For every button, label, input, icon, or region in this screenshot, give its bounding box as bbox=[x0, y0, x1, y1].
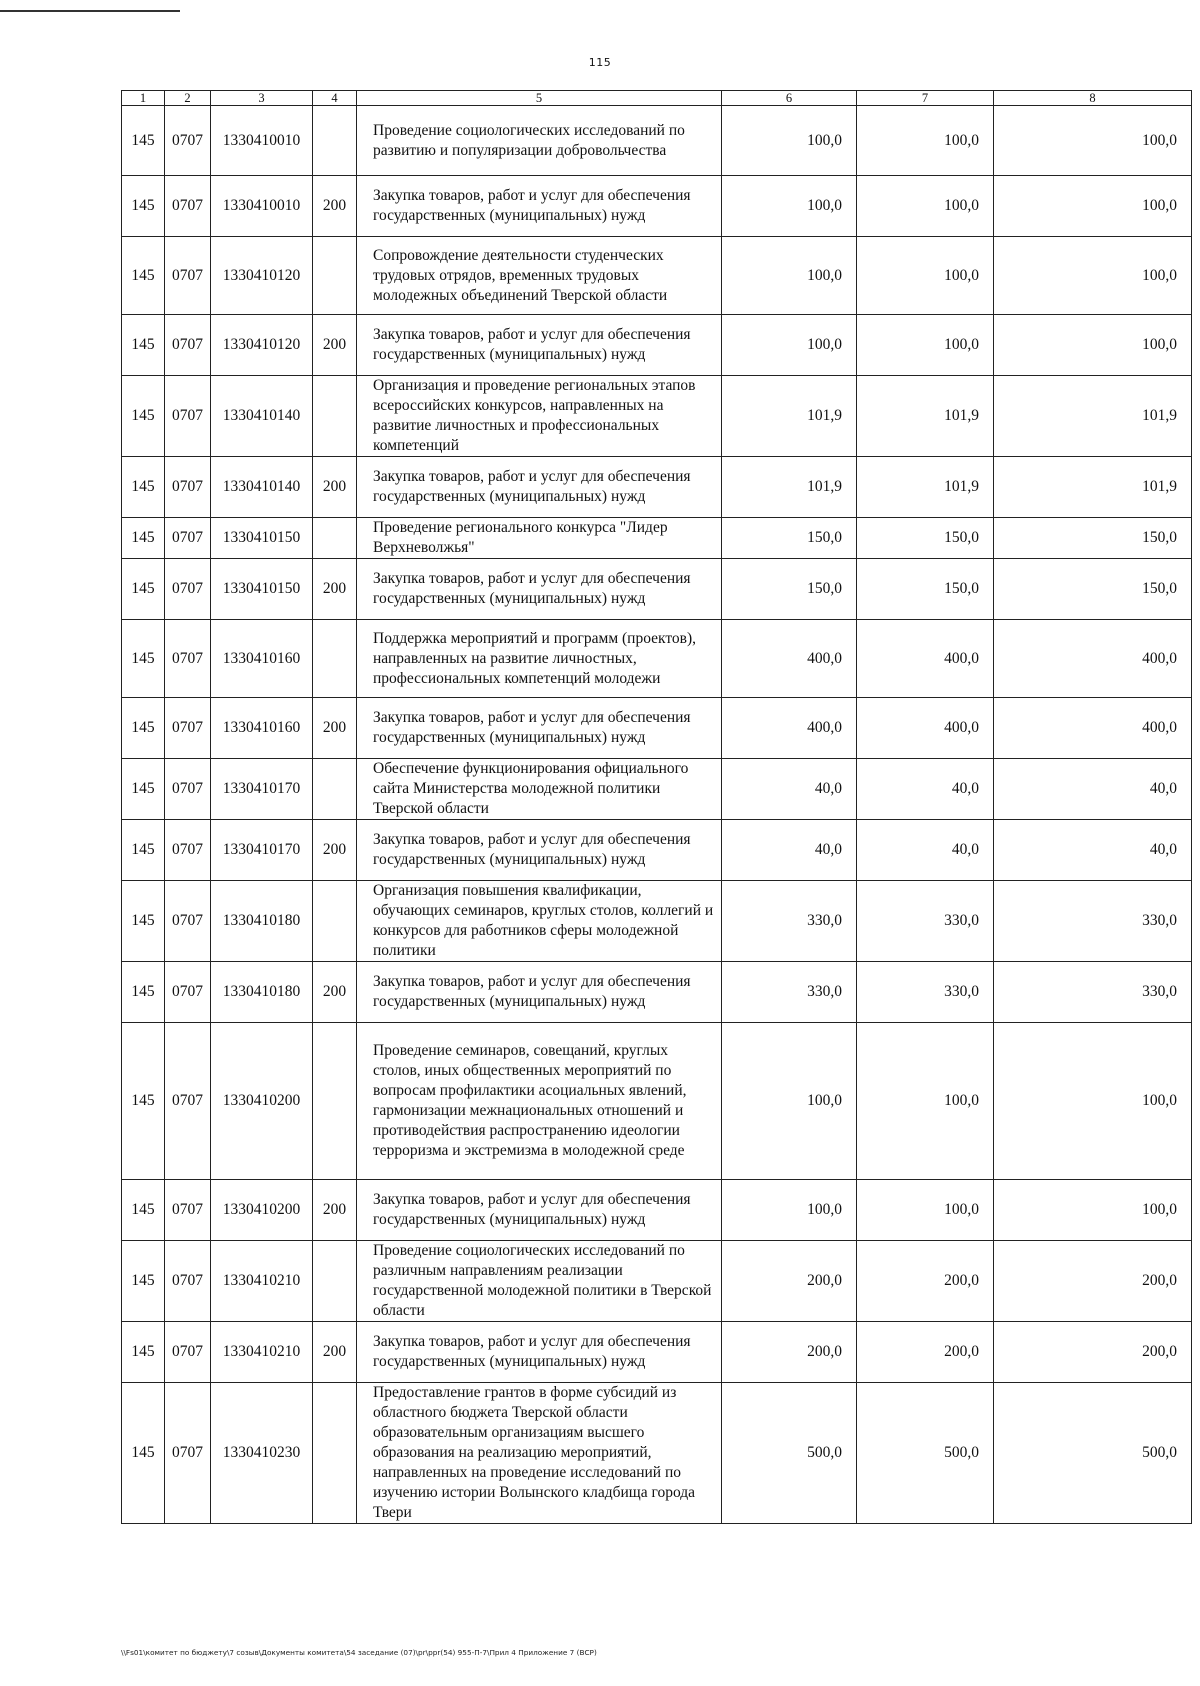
row-expense-type: 200 bbox=[313, 962, 357, 1023]
row-amount-col7: 200,0 bbox=[857, 1322, 994, 1383]
row-expense-type bbox=[313, 106, 357, 176]
row-amount-col6: 100,0 bbox=[722, 315, 857, 376]
row-expense-type: 200 bbox=[313, 820, 357, 881]
row-expense-type bbox=[313, 881, 357, 962]
row-amount-col7: 40,0 bbox=[857, 759, 994, 820]
row-amount-col8: 330,0 bbox=[994, 962, 1192, 1023]
row-amount-col6: 400,0 bbox=[722, 620, 857, 698]
table-row bbox=[122, 559, 1192, 620]
row-amount-col8: 101,9 bbox=[994, 457, 1192, 518]
row-target-article: 1330410180 bbox=[211, 962, 313, 1023]
row-section-code: 0707 bbox=[165, 176, 211, 237]
row-amount-col6: 100,0 bbox=[722, 1023, 857, 1180]
row-amount-col7: 100,0 bbox=[857, 176, 994, 237]
row-amount-col7: 330,0 bbox=[857, 962, 994, 1023]
row-expense-type bbox=[313, 1383, 357, 1524]
row-amount-col7: 500,0 bbox=[857, 1383, 994, 1524]
row-amount-col7: 100,0 bbox=[857, 106, 994, 176]
table-row bbox=[122, 1180, 1192, 1241]
row-amount-col6: 100,0 bbox=[722, 176, 857, 237]
row-expense-type: 200 bbox=[313, 559, 357, 620]
row-section-code: 0707 bbox=[165, 1383, 211, 1524]
header-cell: 1 bbox=[122, 91, 165, 106]
row-expense-type: 200 bbox=[313, 1322, 357, 1383]
row-expense-type: 200 bbox=[313, 698, 357, 759]
table-row bbox=[122, 962, 1192, 1023]
row-amount-col8: 40,0 bbox=[994, 759, 1192, 820]
table-row bbox=[122, 881, 1192, 962]
row-code-admin: 145 bbox=[122, 759, 165, 820]
row-code-admin: 145 bbox=[122, 518, 165, 559]
row-code-admin: 145 bbox=[122, 962, 165, 1023]
row-amount-col8: 100,0 bbox=[994, 1023, 1192, 1180]
row-description: Закупка товаров, работ и услуг для обеспечения государственных (муниципальных) нужд bbox=[357, 315, 722, 376]
table-row bbox=[122, 176, 1192, 237]
budget-table bbox=[121, 90, 1192, 1524]
row-amount-col6: 330,0 bbox=[722, 962, 857, 1023]
row-section-code: 0707 bbox=[165, 698, 211, 759]
table-row bbox=[122, 1241, 1192, 1322]
row-amount-col6: 500,0 bbox=[722, 1383, 857, 1524]
row-target-article: 1330410140 bbox=[211, 376, 313, 457]
row-target-article: 1330410010 bbox=[211, 176, 313, 237]
row-expense-type bbox=[313, 620, 357, 698]
row-expense-type: 200 bbox=[313, 176, 357, 237]
row-description: Предоставление грантов в форме субсидий из областного бюджета Тверской области образовательным организациям высшего образования на реализацию мероприятий, направленных на проведение исследований по изучению истории Волынского кладбища города Твери bbox=[357, 1383, 722, 1524]
row-code-admin: 145 bbox=[122, 1322, 165, 1383]
row-code-admin: 145 bbox=[122, 698, 165, 759]
row-description: Закупка товаров, работ и услуг для обеспечения государственных (муниципальных) нужд bbox=[357, 1322, 722, 1383]
table-row bbox=[122, 457, 1192, 518]
row-amount-col8: 101,9 bbox=[994, 376, 1192, 457]
header-cell: 2 bbox=[165, 91, 211, 106]
table-row bbox=[122, 518, 1192, 559]
row-section-code: 0707 bbox=[165, 1241, 211, 1322]
row-description: Обеспечение функционирования официального сайта Министерства молодежной политики Тверской области bbox=[357, 759, 722, 820]
row-target-article: 1330410180 bbox=[211, 881, 313, 962]
row-target-article: 1330410230 bbox=[211, 1383, 313, 1524]
row-code-admin: 145 bbox=[122, 237, 165, 315]
row-expense-type: 200 bbox=[313, 315, 357, 376]
row-section-code: 0707 bbox=[165, 106, 211, 176]
row-amount-col7: 150,0 bbox=[857, 518, 994, 559]
scan-corner-line bbox=[0, 10, 180, 12]
row-section-code: 0707 bbox=[165, 1322, 211, 1383]
row-amount-col7: 330,0 bbox=[857, 881, 994, 962]
row-amount-col6: 200,0 bbox=[722, 1322, 857, 1383]
row-amount-col8: 200,0 bbox=[994, 1322, 1192, 1383]
row-expense-type bbox=[313, 759, 357, 820]
row-section-code: 0707 bbox=[165, 1023, 211, 1180]
header-cell: 8 bbox=[994, 91, 1192, 106]
row-amount-col8: 200,0 bbox=[994, 1241, 1192, 1322]
row-description: Организация и проведение региональных этапов всероссийских конкурсов, направленных на развитие личностных и профессиональных компетенций bbox=[357, 376, 722, 457]
row-expense-type bbox=[313, 1023, 357, 1180]
table-row bbox=[122, 106, 1192, 176]
table-row bbox=[122, 315, 1192, 376]
row-description: Проведение семинаров, совещаний, круглых столов, иных общественных мероприятий по вопросам профилактики асоциальных явлений, гармонизации межнациональных отношений и противодействия распространению идеологии терроризма и экстремизма в молодежной среде bbox=[357, 1023, 722, 1180]
page-number: 115 bbox=[588, 56, 612, 69]
row-description: Проведение социологических исследований по различным направлениям реализации государственной молодежной политики в Тверской области bbox=[357, 1241, 722, 1322]
header-cell: 7 bbox=[857, 91, 994, 106]
row-amount-col6: 100,0 bbox=[722, 1180, 857, 1241]
row-amount-col6: 40,0 bbox=[722, 759, 857, 820]
row-amount-col6: 40,0 bbox=[722, 820, 857, 881]
row-target-article: 1330410140 bbox=[211, 457, 313, 518]
row-code-admin: 145 bbox=[122, 457, 165, 518]
table-row bbox=[122, 1023, 1192, 1180]
table-row bbox=[122, 820, 1192, 881]
table-row bbox=[122, 1322, 1192, 1383]
row-target-article: 1330410150 bbox=[211, 559, 313, 620]
row-target-article: 1330410160 bbox=[211, 620, 313, 698]
row-section-code: 0707 bbox=[165, 457, 211, 518]
row-amount-col8: 400,0 bbox=[994, 698, 1192, 759]
row-section-code: 0707 bbox=[165, 759, 211, 820]
table-row bbox=[122, 759, 1192, 820]
row-amount-col8: 100,0 bbox=[994, 315, 1192, 376]
row-section-code: 0707 bbox=[165, 237, 211, 315]
row-expense-type: 200 bbox=[313, 1180, 357, 1241]
table-row bbox=[122, 1383, 1192, 1524]
row-amount-col6: 400,0 bbox=[722, 698, 857, 759]
row-amount-col7: 101,9 bbox=[857, 376, 994, 457]
row-description: Закупка товаров, работ и услуг для обеспечения государственных (муниципальных) нужд bbox=[357, 1180, 722, 1241]
row-code-admin: 145 bbox=[122, 106, 165, 176]
row-amount-col6: 100,0 bbox=[722, 106, 857, 176]
row-amount-col7: 100,0 bbox=[857, 315, 994, 376]
row-target-article: 1330410210 bbox=[211, 1322, 313, 1383]
row-section-code: 0707 bbox=[165, 620, 211, 698]
row-target-article: 1330410120 bbox=[211, 315, 313, 376]
row-amount-col7: 40,0 bbox=[857, 820, 994, 881]
row-code-admin: 145 bbox=[122, 1023, 165, 1180]
row-description: Сопровождение деятельности студенческих трудовых отрядов, временных трудовых молодежных объединений Тверской области bbox=[357, 237, 722, 315]
table-row bbox=[122, 698, 1192, 759]
row-description: Закупка товаров, работ и услуг для обеспечения государственных (муниципальных) нужд bbox=[357, 176, 722, 237]
row-amount-col8: 330,0 bbox=[994, 881, 1192, 962]
row-target-article: 1330410210 bbox=[211, 1241, 313, 1322]
row-section-code: 0707 bbox=[165, 559, 211, 620]
row-target-article: 1330410170 bbox=[211, 759, 313, 820]
row-amount-col6: 101,9 bbox=[722, 376, 857, 457]
row-amount-col6: 150,0 bbox=[722, 518, 857, 559]
row-amount-col6: 150,0 bbox=[722, 559, 857, 620]
row-description: Проведение социологических исследований по развитию и популяризации добровольчества bbox=[357, 106, 722, 176]
header-cell: 4 bbox=[313, 91, 357, 106]
header-cell: 5 bbox=[357, 91, 722, 106]
row-amount-col7: 100,0 bbox=[857, 1180, 994, 1241]
row-code-admin: 145 bbox=[122, 1383, 165, 1524]
row-code-admin: 145 bbox=[122, 620, 165, 698]
row-section-code: 0707 bbox=[165, 820, 211, 881]
table-header-row bbox=[122, 91, 1192, 106]
footer-file-path: \\Fs01\комитет по бюджету\7 созыв\Документы комитета\54 заседание (07)\pr\ppr(54) 955-П-7\Прил 4 Приложение 7 (ВСР) bbox=[121, 1648, 597, 1657]
row-amount-col8: 500,0 bbox=[994, 1383, 1192, 1524]
row-description: Закупка товаров, работ и услуг для обеспечения государственных (муниципальных) нужд bbox=[357, 457, 722, 518]
row-expense-type bbox=[313, 237, 357, 315]
row-section-code: 0707 bbox=[165, 376, 211, 457]
row-code-admin: 145 bbox=[122, 881, 165, 962]
row-code-admin: 145 bbox=[122, 559, 165, 620]
row-description: Поддержка мероприятий и программ (проектов), направленных на развитие личностных, профессиональных компетенций молодежи bbox=[357, 620, 722, 698]
row-amount-col7: 100,0 bbox=[857, 1023, 994, 1180]
table-body bbox=[122, 91, 1192, 1524]
row-description: Проведение регионального конкурса "Лидер Верхневолжья" bbox=[357, 518, 722, 559]
row-amount-col6: 330,0 bbox=[722, 881, 857, 962]
row-description: Закупка товаров, работ и услуг для обеспечения государственных (муниципальных) нужд bbox=[357, 820, 722, 881]
row-section-code: 0707 bbox=[165, 1180, 211, 1241]
table-row bbox=[122, 376, 1192, 457]
row-amount-col8: 400,0 bbox=[994, 620, 1192, 698]
row-amount-col8: 100,0 bbox=[994, 1180, 1192, 1241]
row-amount-col7: 400,0 bbox=[857, 698, 994, 759]
header-cell: 3 bbox=[211, 91, 313, 106]
row-amount-col6: 200,0 bbox=[722, 1241, 857, 1322]
row-amount-col8: 40,0 bbox=[994, 820, 1192, 881]
row-target-article: 1330410200 bbox=[211, 1180, 313, 1241]
row-code-admin: 145 bbox=[122, 376, 165, 457]
row-expense-type bbox=[313, 376, 357, 457]
row-amount-col8: 100,0 bbox=[994, 176, 1192, 237]
row-amount-col7: 200,0 bbox=[857, 1241, 994, 1322]
row-target-article: 1330410010 bbox=[211, 106, 313, 176]
row-code-admin: 145 bbox=[122, 315, 165, 376]
row-amount-col7: 400,0 bbox=[857, 620, 994, 698]
row-target-article: 1330410160 bbox=[211, 698, 313, 759]
row-section-code: 0707 bbox=[165, 518, 211, 559]
row-description: Закупка товаров, работ и услуг для обеспечения государственных (муниципальных) нужд bbox=[357, 559, 722, 620]
row-code-admin: 145 bbox=[122, 1180, 165, 1241]
table-row bbox=[122, 620, 1192, 698]
row-code-admin: 145 bbox=[122, 820, 165, 881]
row-expense-type: 200 bbox=[313, 457, 357, 518]
row-description: Закупка товаров, работ и услуг для обеспечения государственных (муниципальных) нужд bbox=[357, 698, 722, 759]
header-cell: 6 bbox=[722, 91, 857, 106]
row-amount-col7: 150,0 bbox=[857, 559, 994, 620]
row-amount-col6: 100,0 bbox=[722, 237, 857, 315]
row-section-code: 0707 bbox=[165, 962, 211, 1023]
row-amount-col8: 100,0 bbox=[994, 237, 1192, 315]
row-target-article: 1330410150 bbox=[211, 518, 313, 559]
table-row bbox=[122, 237, 1192, 315]
row-description: Закупка товаров, работ и услуг для обеспечения государственных (муниципальных) нужд bbox=[357, 962, 722, 1023]
row-description: Организация повышения квалификации, обучающих семинаров, круглых столов, коллегий и конкурсов для работников сферы молодежной политики bbox=[357, 881, 722, 962]
row-amount-col8: 100,0 bbox=[994, 106, 1192, 176]
row-code-admin: 145 bbox=[122, 1241, 165, 1322]
row-code-admin: 145 bbox=[122, 176, 165, 237]
row-amount-col7: 100,0 bbox=[857, 237, 994, 315]
row-amount-col8: 150,0 bbox=[994, 518, 1192, 559]
row-expense-type bbox=[313, 518, 357, 559]
row-target-article: 1330410200 bbox=[211, 1023, 313, 1180]
row-target-article: 1330410170 bbox=[211, 820, 313, 881]
row-amount-col7: 101,9 bbox=[857, 457, 994, 518]
row-section-code: 0707 bbox=[165, 881, 211, 962]
row-section-code: 0707 bbox=[165, 315, 211, 376]
row-amount-col6: 101,9 bbox=[722, 457, 857, 518]
row-expense-type bbox=[313, 1241, 357, 1322]
row-amount-col8: 150,0 bbox=[994, 559, 1192, 620]
row-target-article: 1330410120 bbox=[211, 237, 313, 315]
